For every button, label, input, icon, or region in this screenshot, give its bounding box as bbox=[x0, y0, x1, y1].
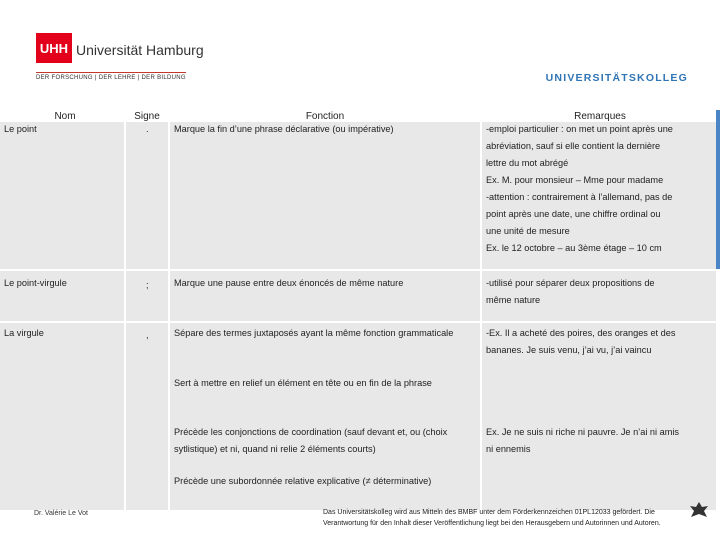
column-header-nom: Nom bbox=[54, 111, 76, 122]
remark-line: -emploi particulier : on met un point après une bbox=[486, 124, 673, 134]
uhh-logo-icon bbox=[36, 33, 72, 63]
table-row-sign: . bbox=[146, 124, 149, 134]
remark-line: une unité de mesure bbox=[486, 226, 570, 236]
bmbf-eagle-icon bbox=[686, 498, 712, 524]
remark-line: bananes. Je suis venu, j’ai vu, j’ai vaincu bbox=[486, 345, 652, 355]
table-row-name: Le point-virgule bbox=[4, 278, 67, 288]
column-separator bbox=[124, 110, 126, 510]
table-row-function: Sépare des termes juxtaposés ayant la même fonction grammaticale bbox=[174, 328, 454, 338]
remark-line: -attention : contrairement à l’allemand, pas de bbox=[486, 192, 673, 202]
remark-line: point après une date, une chiffre ordinal ou bbox=[486, 209, 661, 219]
row-separator bbox=[0, 269, 720, 271]
kolleg-title: UNIVERSITÄTSKOLLEG bbox=[545, 72, 688, 84]
remark-line: lettre du mot abrégé bbox=[486, 158, 569, 168]
remark-line: abréviation, sauf si elle contient la dernière bbox=[486, 141, 661, 151]
column-header-fonction: Fonction bbox=[305, 111, 345, 122]
university-tagline: DER FORSCHUNG | DER LEHRE | DER BILDUNG bbox=[36, 75, 186, 81]
table-row-sign: ; bbox=[146, 280, 149, 290]
table-edge-bar bbox=[716, 110, 720, 270]
remark-line: -Ex. Il a acheté des poires, des oranges et des bbox=[486, 328, 676, 338]
funding-notice: Das Universitätskolleg wird aus Mitteln des BMBF unter dem Förderkennzeichen 01PL12033 gefördert. Die Verantwortung für den Inhalt dieser Veröffentlichung liegt bei den Herausgebern und Autorinnen und Autoren. bbox=[323, 509, 661, 527]
table-row-name: Le point bbox=[4, 124, 37, 134]
column-header-remarques: Remarques bbox=[574, 111, 626, 122]
logo-divider bbox=[36, 72, 186, 73]
table-row-sign: , bbox=[146, 330, 149, 340]
remark-line: Ex. le 12 octobre – au 3ème étage – 10 cm bbox=[486, 243, 662, 253]
table-row-function: Marque une pause entre deux énoncés de même nature bbox=[174, 278, 404, 288]
table-row-function: Sert à mettre en relief un élément en tête ou en fin de la phrase bbox=[174, 378, 432, 388]
svg-text:UHH: UHH bbox=[39, 41, 69, 56]
table-row-name: La virgule bbox=[4, 328, 44, 338]
table-row-function: Marque la fin d’une phrase déclarative (ou impérative) bbox=[174, 124, 394, 134]
remark-line: Ex. Je ne suis ni riche ni pauvre. Je n’ai ni amis bbox=[486, 427, 680, 437]
table-row-function: Précède une subordonnée relative explicative (≠ déterminative) bbox=[174, 476, 432, 486]
university-name: Universität Hamburg bbox=[76, 42, 204, 58]
column-separator bbox=[168, 110, 170, 510]
remark-line: Ex. M. pour monsieur – Mme pour madame bbox=[486, 175, 664, 185]
table-row-function: Précède les conjonctions de coordination (sauf devant et, ou (choix sytlistique) et ni, quand ni relie 2 éléments courts) bbox=[174, 427, 448, 454]
remark-line: même nature bbox=[486, 295, 541, 305]
author-name: Dr. Valérie Le Vot bbox=[34, 510, 88, 517]
remark-line: ni ennemis bbox=[486, 444, 531, 454]
column-header-signe: Signe bbox=[134, 111, 160, 122]
row-separator bbox=[0, 321, 720, 323]
punctuation-table bbox=[0, 110, 720, 510]
remark-line: -utilisé pour séparer deux propositions de bbox=[486, 278, 655, 288]
column-separator bbox=[480, 110, 482, 510]
